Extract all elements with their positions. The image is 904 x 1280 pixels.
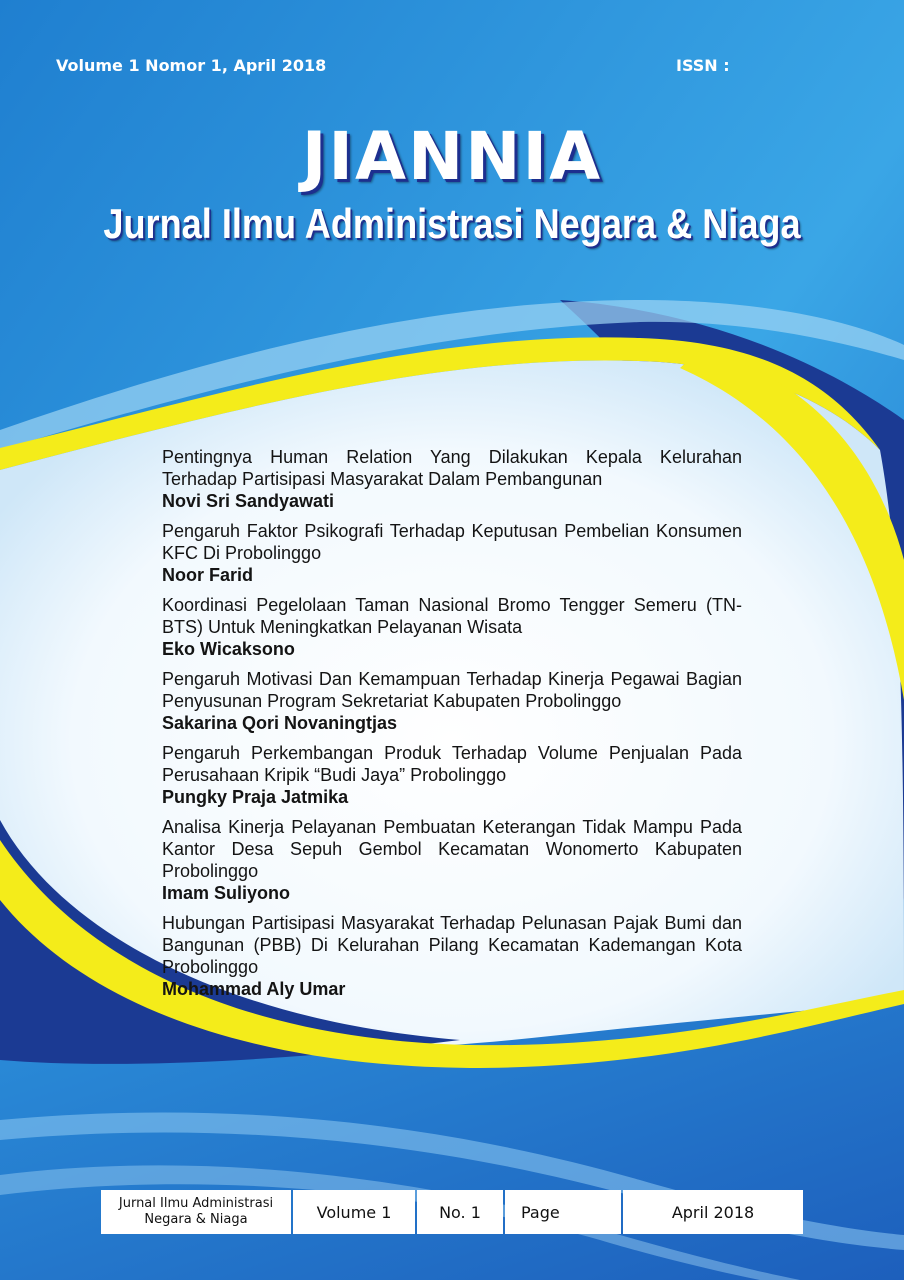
- article-entry: [162, 742, 742, 808]
- table-of-contents: [162, 446, 742, 1008]
- article-title: Pengaruh Perkembangan Produk Terhadap Volume Penjualan Pada Perusahaan Kripik “Budi Jaya” Probolinggo: [162, 743, 742, 785]
- footer-page: Page: [505, 1190, 621, 1234]
- article-entry: [162, 520, 742, 586]
- footer-journal-name: [101, 1190, 291, 1234]
- citation-footer: [101, 1190, 805, 1234]
- article-author: Noor Farid: [162, 565, 254, 585]
- article-entry: [162, 912, 742, 1000]
- article-title: Hubungan Partisipasi Masyarakat Terhadap Pelunasan Pajak Bumi dan Bangunan (PBB) Di Kelurahan Pilang Kecamatan Kademangan Kota Probolinggo: [162, 913, 742, 977]
- issn-label: ISSN :: [676, 56, 730, 75]
- article-entry: [162, 594, 742, 660]
- journal-full-name: Jurnal Ilmu Administrasi Negara & Niaga: [103, 200, 801, 247]
- article-title: Pengaruh Motivasi Dan Kemampuan Terhadap Kinerja Pegawai Bagian Penyusunan Program Sekretariat Kabupaten Probolinggo: [162, 669, 742, 711]
- article-title: Koordinasi Pegelolaan Taman Nasional Bromo Tengger Semeru (TN-BTS) Untuk Meningkatkan Pelayanan Wisata: [162, 595, 742, 637]
- footer-journal-line1: Jurnal Ilmu Administrasi: [118, 1196, 274, 1211]
- journal-acronym: JIANNIA: [301, 118, 603, 195]
- article-entry: [162, 816, 742, 904]
- footer-number: No. 1: [417, 1190, 503, 1234]
- article-author: Mohammad Aly Umar: [162, 979, 346, 999]
- footer-volume: Volume 1: [293, 1190, 415, 1234]
- article-title: Analisa Kinerja Pelayanan Pembuatan Keterangan Tidak Mampu Pada Kantor Desa Sepuh Gembol Kecamatan Wonomerto Kabupaten Probolinggo: [162, 817, 742, 881]
- article-title: Pengaruh Faktor Psikografi Terhadap Keputusan Pembelian Konsumen KFC Di Probolinggo: [162, 521, 742, 563]
- article-author: Sakarina Qori Novaningtjas: [162, 713, 398, 733]
- footer-date: April 2018: [623, 1190, 803, 1234]
- article-entry: [162, 446, 742, 512]
- article-title: Pentingnya Human Relation Yang Dilakukan Kepala Kelurahan Terhadap Partisipasi Masyarakat Dalam Pembangunan: [162, 447, 742, 489]
- volume-issue-label: Volume 1 Nomor 1, April 2018: [56, 56, 327, 75]
- article-entry: [162, 668, 742, 734]
- footer-journal-line2: Negara & Niaga: [144, 1212, 248, 1227]
- article-author: Novi Sri Sandyawati: [162, 491, 335, 511]
- article-author: Eko Wicaksono: [162, 639, 295, 659]
- article-author: Imam Suliyono: [162, 883, 291, 903]
- article-author: Pungky Praja Jatmika: [162, 787, 349, 807]
